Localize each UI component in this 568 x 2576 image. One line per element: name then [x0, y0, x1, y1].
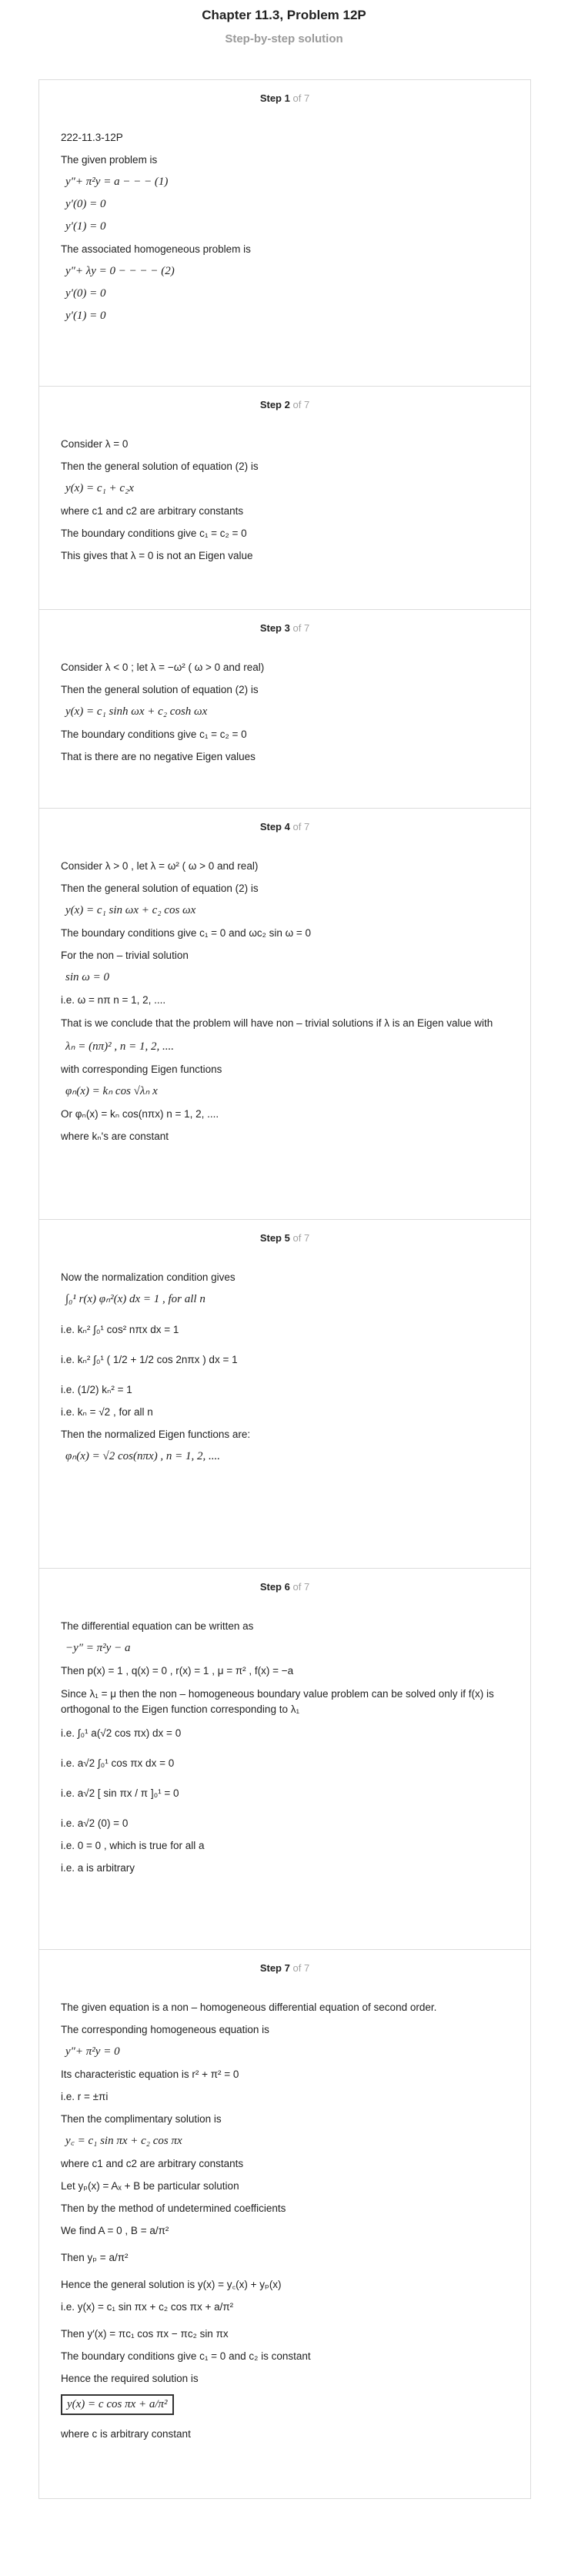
- equation: y′(1) = 0: [65, 310, 106, 322]
- equation: φₙ(x) = kₙ cos √λₙ x: [65, 1085, 158, 1097]
- step-total: of 7: [292, 1962, 310, 1974]
- step-total: of 7: [292, 1232, 310, 1244]
- text-line: The boundary conditions give c₁ = c₂ = 0: [61, 528, 247, 539]
- text-line: Consider λ < 0 ; let λ = −ω² ( ω > 0 and real): [61, 662, 265, 673]
- text-line: That is there are no negative Eigen values: [61, 751, 256, 762]
- text-line: i.e. kₙ² ∫₀¹ ( 1/2 + 1/2 cos 2nπx ) dx = 1: [61, 1354, 238, 1365]
- step-total: of 7: [292, 1581, 310, 1593]
- text-paragraph: Since λ₁ = μ then the non – homogeneous boundary value problem can be solved only if f(x) is orthogonal to the Eigen function corresponding to λ₁: [61, 1688, 494, 1715]
- text-line: For the non – trivial solution: [61, 950, 189, 961]
- text-line: Hence the general solution is y(x) = y꜀(x) + yₚ(x): [61, 2279, 282, 2290]
- text-line: The boundary conditions give c₁ = 0 and c₂ is constant: [61, 2350, 311, 2362]
- equation: y′(0) = 0: [65, 287, 106, 300]
- text-line: We find A = 0 , B = a/π²: [61, 2225, 169, 2236]
- step-header: [39, 1220, 530, 1258]
- step-header: [39, 80, 530, 119]
- step-label: Step: [259, 1232, 282, 1244]
- text-line: Then y′(x) = πc₁ cos πx − πc₂ sin πx: [61, 2328, 229, 2340]
- text-line: Then the general solution of equation (2) is: [61, 461, 259, 472]
- equation: y″+ π²y = 0: [65, 2045, 120, 2058]
- step-6: [39, 1568, 530, 1949]
- text-line: Consider λ > 0 , let λ = ω² ( ω > 0 and real): [61, 860, 259, 872]
- text-line: Then by the method of undetermined coefficients: [61, 2202, 286, 2214]
- text-line: i.e. a√2 ∫₀¹ cos πx dx = 0: [61, 1757, 175, 1769]
- step-label: Step: [259, 1581, 282, 1593]
- step-total: of 7: [292, 821, 310, 832]
- step-header: [39, 809, 530, 847]
- page-subtitle: Step-by-step solution: [225, 32, 343, 45]
- step-4: [39, 808, 530, 1219]
- equation: y(x) = c₁ + c₂x: [65, 482, 134, 494]
- problem-id: 222-11.3-12P: [61, 132, 123, 143]
- text-line: The corresponding homogeneous equation is: [61, 2024, 269, 2035]
- text-line: Then the general solution of equation (2) is: [61, 883, 259, 894]
- text-line: The boundary conditions give c₁ = 0 and ωc₂ sin ω = 0: [61, 927, 312, 939]
- step-label: Step: [259, 622, 282, 634]
- text-line: The associated homogeneous problem is: [61, 243, 251, 255]
- text-line: where kₙ's are constant: [61, 1131, 169, 1142]
- text-line: Then yₚ = a/π²: [61, 2252, 129, 2263]
- equation: y″+ π²y = a − − − (1): [65, 176, 169, 188]
- step-header: [39, 1569, 530, 1607]
- equation: φₙ(x) = √2 cos(nπx) , n = 1, 2, ....: [65, 1450, 221, 1462]
- text-line: Then the general solution of equation (2) is: [61, 684, 259, 695]
- text-line: Now the normalization condition gives: [61, 1271, 236, 1283]
- step-header: [39, 610, 530, 648]
- step-number: 5: [284, 1232, 290, 1244]
- step-label: Step: [259, 399, 282, 410]
- step-5: [39, 1219, 530, 1568]
- text-line: where c1 and c2 are arbitrary constants: [61, 2158, 244, 2169]
- steps-container: [38, 79, 531, 2499]
- text-line: with corresponding Eigen functions: [61, 1064, 222, 1075]
- text-line: i.e. kₙ = √2 , for all n: [61, 1406, 153, 1418]
- equation: sin ω = 0: [65, 971, 109, 983]
- step-total: of 7: [292, 92, 310, 104]
- text-line: where c1 and c2 are arbitrary constants: [61, 505, 244, 517]
- step-number: 7: [284, 1962, 290, 1974]
- text-line: i.e. ω = nπ n = 1, 2, ....: [61, 994, 166, 1006]
- text-line: Let yₚ(x) = Aₓ + B be particular solution: [61, 2180, 239, 2192]
- final-answer-box: [61, 2394, 509, 2415]
- text-line: where c is arbitrary constant: [61, 2428, 191, 2440]
- step-number: 3: [284, 622, 290, 634]
- step-number: 6: [284, 1581, 290, 1593]
- page-title: Chapter 11.3, Problem 12P: [202, 8, 366, 22]
- equation: ∫₀¹ r(x) φₙ²(x) dx = 1 , for all n: [65, 1293, 205, 1305]
- text-line: This gives that λ = 0 is not an Eigen value: [61, 550, 253, 561]
- step-2: [39, 386, 530, 609]
- text-paragraph: That is we conclude that the problem will have non – trivial solutions if λ is an Eigen value with: [61, 1017, 493, 1029]
- step-label: Step: [259, 821, 282, 832]
- step-total: of 7: [292, 622, 310, 634]
- text-line: i.e. (1/2) kₙ² = 1: [61, 1384, 132, 1395]
- text-line: i.e. r = ±πi: [61, 2091, 109, 2102]
- equation: y″+ λy = 0 − − − − (2): [65, 265, 175, 277]
- text-line: The given problem is: [61, 154, 158, 166]
- equation: y꜀ = c₁ sin πx + c₂ cos πx: [65, 2135, 182, 2147]
- step-1: [39, 80, 530, 386]
- equation: y′(1) = 0: [65, 220, 106, 233]
- text-line: i.e. y(x) = c₁ sin πx + c₂ cos πx + a/π²: [61, 2301, 234, 2313]
- final-answer: y(x) = c cos πx + a/π²: [61, 2394, 174, 2415]
- text-line: Consider λ = 0: [61, 438, 129, 450]
- step-number: 2: [284, 399, 290, 410]
- step-label: Step: [259, 92, 282, 104]
- text-line: i.e. a√2 [ sin πx / π ]₀¹ = 0: [61, 1787, 179, 1799]
- step-header: [39, 1950, 530, 1988]
- step-7: [39, 1949, 530, 2498]
- equation: y′(0) = 0: [65, 198, 106, 210]
- text-line: Then p(x) = 1 , q(x) = 0 , r(x) = 1 , μ = π² , f(x) = −a: [61, 1665, 294, 1677]
- text-line: i.e. a√2 (0) = 0: [61, 1817, 129, 1829]
- text-line: i.e. a is arbitrary: [61, 1862, 135, 1874]
- text-line: Its characteristic equation is r² + π² = 0: [61, 2069, 239, 2080]
- text-line: i.e. 0 = 0 , which is true for all a: [61, 1840, 205, 1851]
- equation: λₙ = (nπ)² , n = 1, 2, ....: [65, 1040, 174, 1053]
- equation: −y″ = π²y − a: [65, 1642, 131, 1654]
- text-line: Hence the required solution is: [61, 2373, 199, 2384]
- step-label: Step: [259, 1962, 282, 1974]
- text-line: The differential equation can be written as: [61, 1620, 254, 1632]
- step-number: 4: [284, 821, 290, 832]
- text-line: i.e. ∫₀¹ a(√2 cos πx) dx = 0: [61, 1727, 182, 1739]
- step-header: [39, 387, 530, 425]
- step-3: [39, 609, 530, 808]
- equation: y(x) = c₁ sinh ωx + c₂ cosh ωx: [65, 705, 208, 718]
- step-total: of 7: [292, 399, 310, 410]
- step-number: 1: [284, 92, 290, 104]
- text-line: The given equation is a non – homogeneous differential equation of second order.: [61, 2002, 437, 2013]
- text-line: Or φₙ(x) = kₙ cos(nπx) n = 1, 2, ....: [61, 1108, 219, 1120]
- text-line: i.e. kₙ² ∫₀¹ cos² nπx dx = 1: [61, 1324, 179, 1335]
- text-line: The boundary conditions give c₁ = c₂ = 0: [61, 729, 247, 740]
- text-line: Then the normalized Eigen functions are:: [61, 1429, 251, 1440]
- text-line: Then the complimentary solution is: [61, 2113, 222, 2125]
- equation: y(x) = c₁ sin ωx + c₂ cos ωx: [65, 904, 196, 916]
